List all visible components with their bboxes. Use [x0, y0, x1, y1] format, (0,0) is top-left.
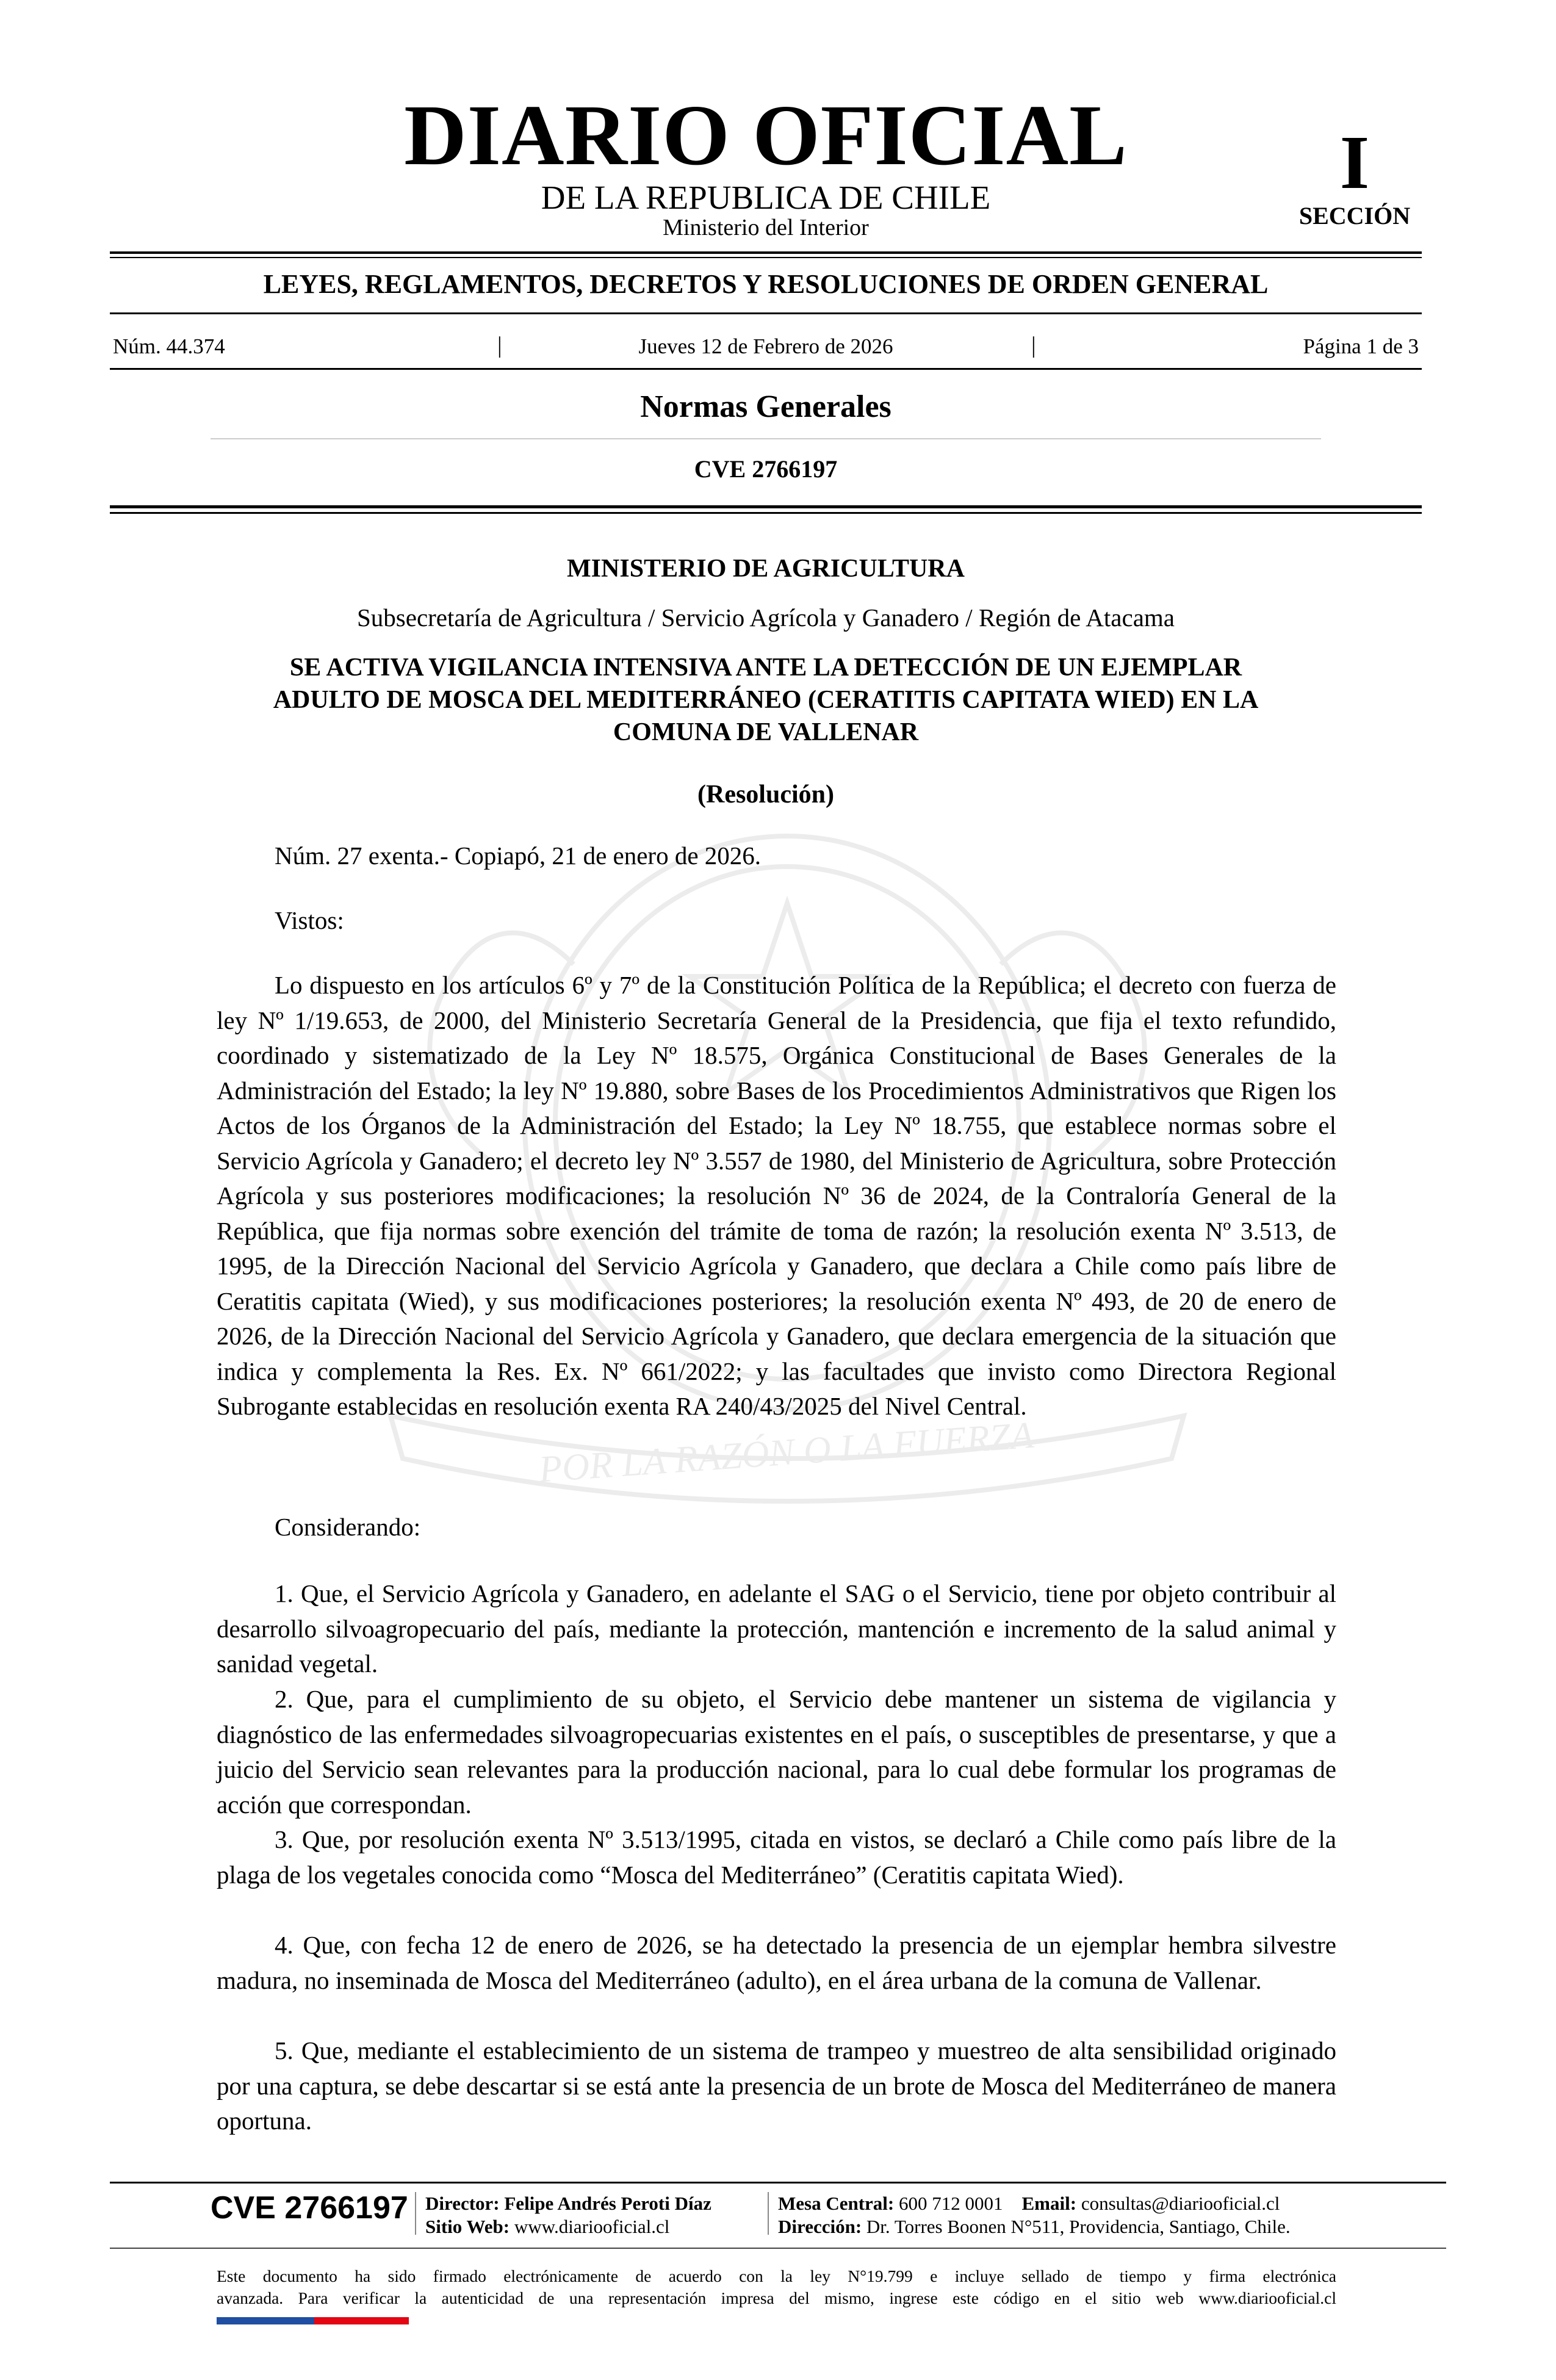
masthead-title: DIARIO OFICIAL: [404, 87, 1128, 183]
banner-divider: [110, 312, 1422, 314]
email-link[interactable]: consultas@diariooficial.cl: [1081, 2193, 1280, 2214]
resolution-headline: [159, 652, 1373, 749]
section-number: I: [1339, 121, 1370, 205]
phone-label: Mesa Central:: [778, 2193, 895, 2214]
address-text: Dr. Torres Boonen N°511, Providencia, Santiago, Chile.: [866, 2216, 1291, 2237]
footer-divider-thin: [110, 2248, 1446, 2249]
masthead-subtitle: DE LA REPUBLICA DE CHILE: [541, 179, 991, 216]
issue-divider: [110, 368, 1422, 370]
section-title-divider: [211, 438, 1321, 439]
address-label: Dirección:: [778, 2216, 862, 2237]
considerando-item: 4. Que, con fecha 12 de enero de 2026, se ha detectado la presencia de un ejemplar hembra silvestre madura, no inseminada de Mosca del Mediterráneo (adulto), en el área urbana de la comuna de Vallenar.: [217, 1931, 1336, 1994]
footer-separator: [415, 2192, 416, 2235]
headline-line: ADULTO DE MOSCA DEL MEDITERRÁNEO (CERATITIS CAPITATA WIED) EN LA: [273, 686, 1259, 714]
headline-line: SE ACTIVA VIGILANCIA INTENSIVA ANTE LA DETECCIÓN DE UN EJEMPLAR: [289, 654, 1242, 682]
phone-number: 600 712 0001: [899, 2193, 1003, 2214]
issue-date: Jueves 12 de Febrero de 2026: [638, 334, 893, 358]
vistos-paragraph: Lo dispuesto en los artículos 6º y 7º de la Constitución Política de la República; el decreto con fuerza de ley Nº 1/19.653, de 2000, del Ministerio Secretaría General de la Presidencia, que fija el texto refundido, coordinado y sistematizado de la Ley Nº 18.575, Orgánica Constitucional de Bases Generales de la Administración del Estado; la ley Nº 19.880, sobre Bases de los Procedimientos Administrativos que Rigen los Actos de los Órganos de la Administración del Estado; la Ley Nº 18.755, que establece normas sobre el Servicio Agrícola y Ganadero; el decreto ley Nº 3.557 de 1980, del Ministerio de Agricultura, sobre Protección Agrícola y sus posteriores modificaciones; la resolución Nº 36 de 2024, de la Contraloría General de la República, que fija normas sobre exención del trámite de toma de razón; la resolución exenta Nº 3.513, de 1995, de la Dirección Nacional del Servicio Agrícola y Ganadero, que declara a Chile como país libre de Ceratitis capitata (Wied), y sus modificaciones posteriores; la resolución exenta Nº 493, de 20 de enero de 2026, de la Dirección Nacional del Servicio Agrícola y Ganadero, que declara emergencia de la situación que indica y complementa la Res. Ex. Nº 661/2022; y las facultades que invisto como Directora Regional Subrogante establecidas en resolución exenta RA 240/43/2025 del Nivel Central.: [217, 971, 1336, 1420]
issue-separator: |: [1031, 333, 1036, 358]
legal-line: avanzada. Para verificar la autenticidad de una representación impresa del mismo, ingrese este código en el sitio web www.diariooficial.cl: [217, 2288, 1336, 2307]
considerando-item: 2. Que, para el cumplimiento de su objeto, el Servicio debe mantener un sistema de vigilancia y diagnóstico de las enfermedades silvoagropecuarias existentes en el país, o susceptibles de presentarse, y que a juicio del Servicio sean relevantes para la producción nacional, para lo cual debe formular los programas de acción que correspondan.: [217, 1685, 1336, 1819]
issue-separator: |: [497, 333, 502, 358]
footer-director: [425, 2192, 711, 2215]
email-label: Email:: [1021, 2193, 1077, 2214]
footer-cve: CVE 2766197: [211, 2190, 408, 2226]
legal-line: Este documento ha sido firmado electrónicamente de acuerdo con la ley N°19.799 e incluye sellado de tiempo y firma electrónica: [217, 2266, 1336, 2285]
considerando-label: Considerando:: [275, 1513, 421, 1541]
banner: LEYES, REGLAMENTOS, DECRETOS Y RESOLUCIONES DE ORDEN GENERAL: [263, 269, 1269, 299]
considerando-item: 5. Que, mediante el establecimiento de un sistema de trampeo y muestreo de alta sensibilidad originado por una captura, se debe descartar si se está ante la presencia de un brote de Mosca del Mediterráneo de manera oportuna.: [217, 2036, 1336, 2135]
section-label: SECCIÓN: [1298, 202, 1411, 229]
website-label: Sitio Web:: [425, 2216, 510, 2237]
subsecretaria: Subsecretaría de Agricultura / Servicio Agrícola y Ganadero / Región de Atacama: [356, 604, 1175, 632]
footer-address: [778, 2215, 1291, 2238]
page-indicator: Página 1 de 3: [1303, 334, 1419, 358]
masthead-divider-thin: [110, 257, 1422, 258]
footer-legal-notice: [217, 2265, 1336, 2309]
masthead-divider: [110, 251, 1422, 254]
footer-separator: [768, 2192, 769, 2235]
director-name: Felipe Andrés Peroti Díaz: [504, 2193, 711, 2214]
director-label: Director:: [425, 2193, 500, 2214]
considerando-item: 1. Que, el Servicio Agrícola y Ganadero, en adelante el SAG o el Servicio, tiene por objeto contribuir al desarrollo silvoagropecuario del país, mediante la protección, mantención e incremento de la salud animal y sanidad vegetal.: [217, 1579, 1336, 1678]
vistos-label: Vistos:: [275, 906, 344, 934]
footer-website: [425, 2215, 669, 2238]
footer-contact: [778, 2192, 1280, 2215]
header-divider-thin: [110, 512, 1422, 514]
section-title: Normas Generales: [640, 389, 891, 424]
considerando-item: 3. Que, por resolución exenta Nº 3.513/1995, citada en vistos, se declaró a Chile como país libre de la plaga de los vegetales conocida como “Mosca del Mediterráneo” (Ceratitis capitata Wied).: [217, 1825, 1336, 1889]
flag-stripe-blue: [217, 2317, 314, 2324]
flag-stripe-red: [314, 2317, 409, 2324]
watermark-motto: POR LA RAZÓN O LA FUERZA: [538, 1414, 1036, 1491]
ministry-name: MINISTERIO DE AGRICULTURA: [567, 555, 965, 583]
cve-code: CVE 2766197: [694, 455, 838, 483]
header-divider: [110, 505, 1422, 508]
issue-number: Núm. 44.374: [113, 334, 225, 358]
resolution-number: Núm. 27 exenta.- Copiapó, 21 de enero de 2026.: [275, 842, 762, 870]
headline-line: COMUNA DE VALLENAR: [613, 718, 919, 746]
document-type: (Resolución): [697, 781, 834, 809]
footer-divider: [110, 2182, 1446, 2183]
website-link[interactable]: www.diariooficial.cl: [514, 2216, 670, 2237]
masthead-ministry: Ministerio del Interior: [663, 215, 869, 240]
